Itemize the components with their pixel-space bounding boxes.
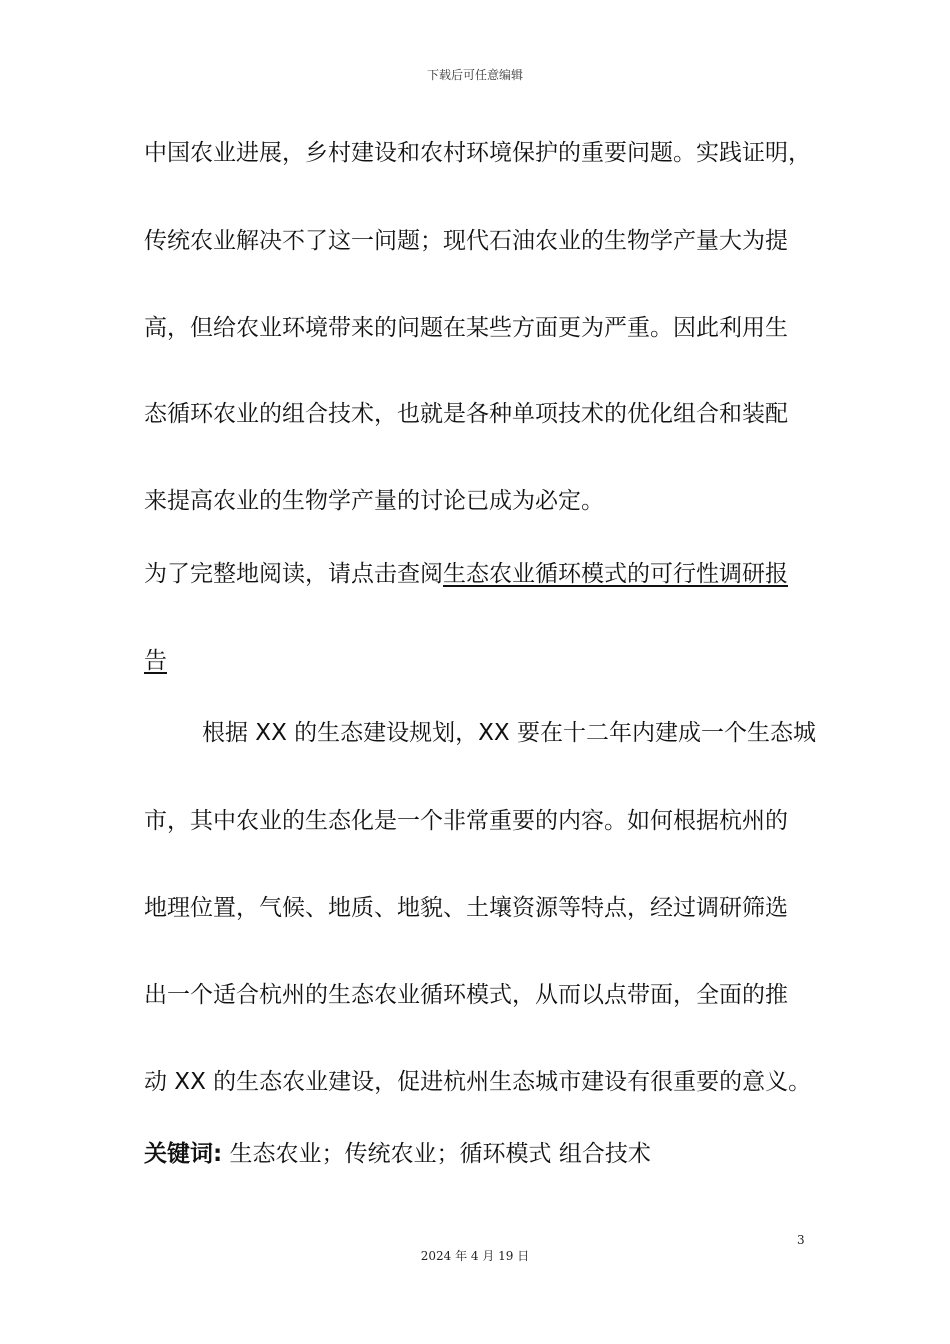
paragraph-line: 动 XX 的生态农业建设，促进杭州生态城市建设有很重要的意义。 [144,1069,812,1095]
paragraph-line: 态循环农业的组合技术，也就是各种单项技术的优化组合和装配 [144,401,788,427]
paragraph-line: 来提高农业的生物学产量的讨论已成为必定。 [144,488,604,514]
keywords-line [144,1139,809,1169]
page-number: 3 [797,1233,805,1247]
report-link[interactable]: 生态农业循环模式的可行性调研报 [443,561,788,587]
page-footer-date: 2024 年 4 月 19 日 [420,1249,530,1263]
paragraph-line: 市，其中农业的生态化是一个非常重要的内容。如何根据杭州的 [144,808,788,834]
read-more-prefix: 为了完整地阅读，请点击查阅 [144,561,443,587]
paragraph-line: 中国农业进展，乡村建设和农村环境保护的重要问题。实践证明， [144,140,811,166]
paragraph-line: 根据 XX 的生态建设规划，XX 要在十二年内建成一个生态城 [202,720,816,746]
read-more-line [144,559,809,589]
paragraph-line: 高，但给农业环境带来的问题在某些方面更为严重。因此利用生 [144,315,788,341]
paragraph-line: 出一个适合杭州的生态农业循环模式，从而以点带面，全面的推 [144,982,788,1008]
keywords-value: 生态农业；传统农业；循环模式 组合技术 [222,1141,651,1167]
report-link-continued[interactable]: 告 [144,648,167,674]
keywords-label: 关键词: [144,1141,223,1167]
paragraph-line: 传统农业解决不了这一问题；现代石油农业的生物学产量大为提 [144,228,788,254]
paragraph-line: 地理位置，气候、地质、地貌、土壤资源等特点，经过调研筛选 [144,895,788,921]
page-header: 下载后可任意编辑 [426,68,523,82]
